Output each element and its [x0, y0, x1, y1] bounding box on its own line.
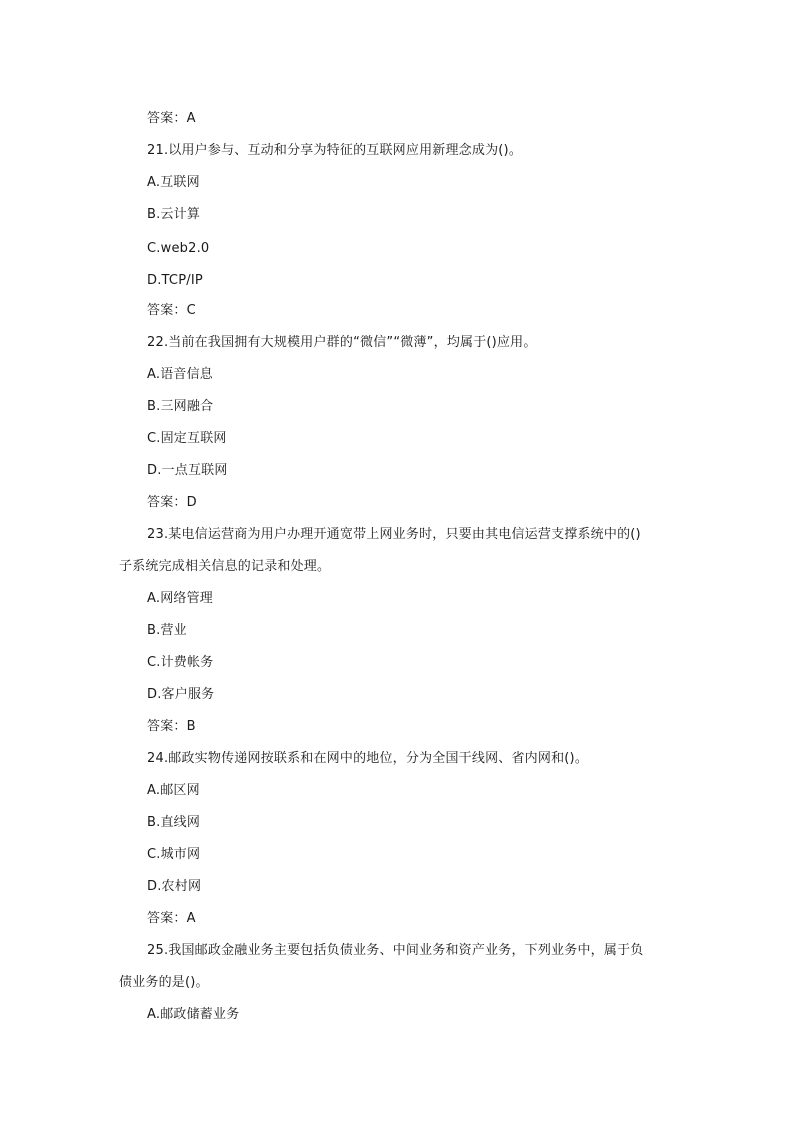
question-25-line-2: 债业务的是()。: [119, 975, 209, 990]
option-25-a: A.邮政储蓄业务: [147, 1007, 240, 1022]
option-21-c: C.web2.0: [147, 241, 210, 256]
option-23-b: B.营业: [147, 623, 187, 638]
answer-20: 答案：A: [147, 111, 196, 126]
option-22-b: B.三网融合: [147, 399, 214, 414]
option-21-d: D.TCP/IP: [147, 273, 203, 288]
answer-23: 答案：B: [147, 719, 196, 734]
option-23-c: C.计费帐务: [147, 655, 214, 670]
option-24-a: A.邮区网: [147, 783, 200, 798]
option-24-d: D.农村网: [147, 879, 202, 894]
question-23-line-1: 23.某电信运营商为用户办理开通宽带上网业务时，只要由其电信运营支撑系统中的(): [147, 527, 641, 542]
option-21-a: A.互联网: [147, 175, 200, 190]
option-23-d: D.客户服务: [147, 687, 215, 702]
option-24-c: C.城市网: [147, 847, 201, 862]
question-23-line-2: 子系统完成相关信息的记录和处理。: [119, 559, 331, 574]
option-22-d: D.一点互联网: [147, 463, 228, 478]
option-22-c: C.固定互联网: [147, 431, 227, 446]
question-22: 22.当前在我国拥有大规模用户群的“微信”“微薄”，均属于()应用。: [147, 335, 537, 350]
answer-21: 答案：C: [147, 303, 196, 318]
question-25-line-1: 25.我国邮政金融业务主要包括负债业务、中间业务和资产业务，下列业务中，属于负: [147, 943, 644, 958]
option-22-a: A.语音信息: [147, 367, 213, 382]
option-24-b: B.直线网: [147, 815, 201, 830]
question-21: 21.以用户参与、互动和分享为特征的互联网应用新理念成为()。: [147, 143, 523, 158]
answer-22: 答案：D: [147, 495, 197, 510]
option-23-a: A.网络管理: [147, 591, 213, 606]
option-21-b: B.云计算: [147, 207, 201, 222]
question-24: 24.邮政实物传递网按联系和在网中的地位，分为全国干线网、省内网和()。: [147, 751, 589, 766]
answer-24: 答案：A: [147, 911, 196, 926]
